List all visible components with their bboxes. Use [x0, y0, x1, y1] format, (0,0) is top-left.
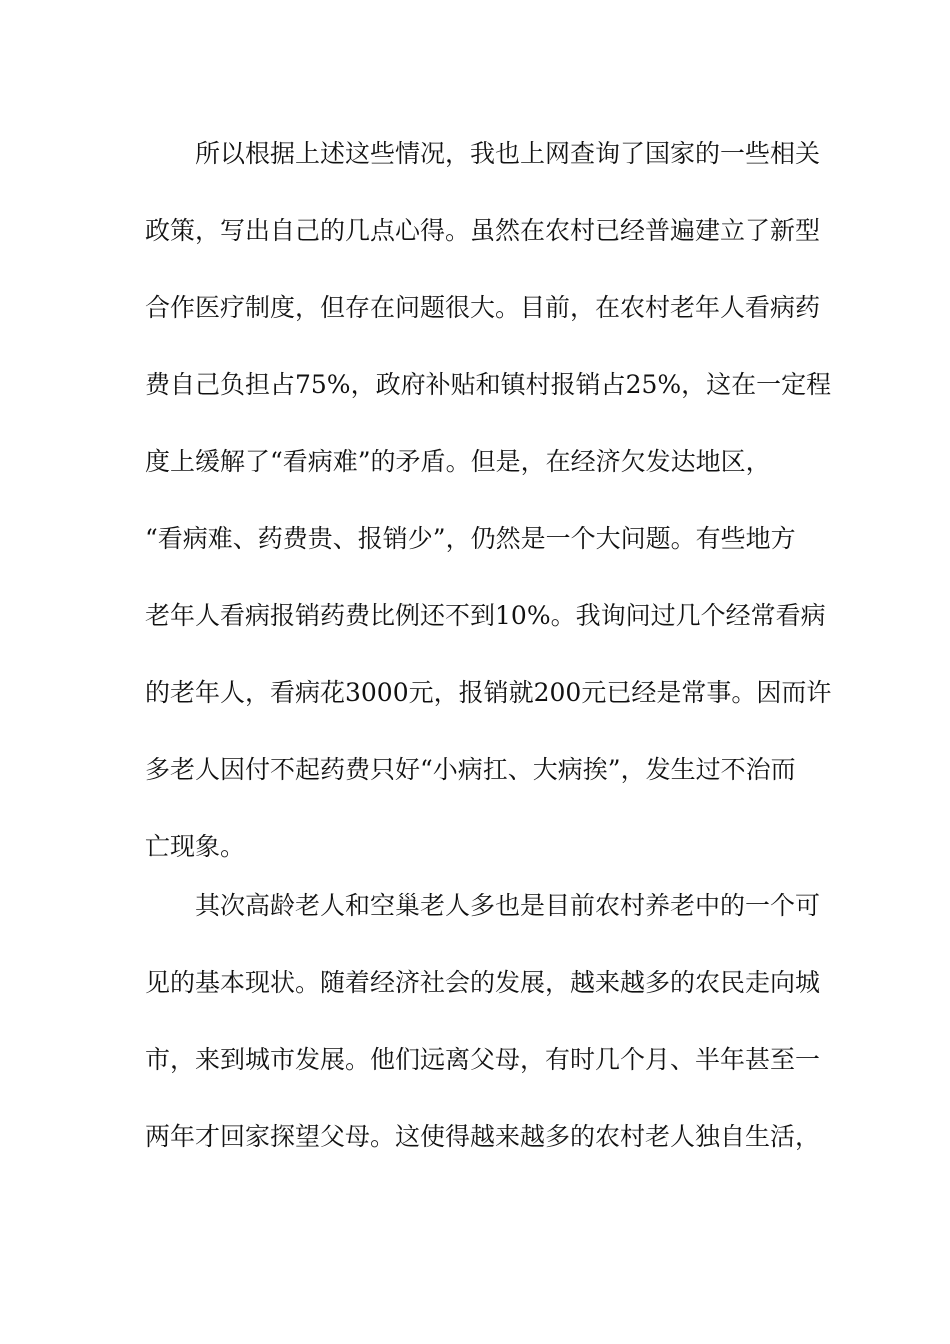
paragraph-line: 其次高龄老人和空巢老人多也是目前农村养老中的一个可 — [195, 891, 821, 920]
paragraph-line: 的老年人，看病花3000元，报销就200元已经是常事。因而许 — [145, 678, 832, 707]
paragraph-rural-medical-care — [145, 134, 832, 904]
paragraph-line: “看病难、药费贵、报销少”，仍然是一个大问题。有些地方 — [145, 524, 796, 553]
paragraph-line: 两年才回家探望父母。这使得越来越多的农村老人独自生活， — [145, 1122, 821, 1151]
paragraph-line: 度上缓解了“看病难”的矛盾。但是，在经济欠发达地区， — [145, 447, 771, 476]
paragraph-line: 合作医疗制度，但存在问题很大。目前，在农村老年人看病药 — [145, 293, 821, 322]
paragraph-line: 多老人因付不起药费只好“小病扛、大病挨”，发生过不治而 — [145, 755, 796, 784]
paragraph-line: 亡现象。 — [145, 832, 246, 861]
paragraph-line: 所以根据上述这些情况，我也上网查询了国家的一些相关 — [195, 139, 821, 168]
paragraph-line: 费自己负担占75%，政府补贴和镇村报销占25%，这在一定程 — [145, 370, 832, 399]
paragraph-line: 市，来到城市发展。他们远离父母，有时几个月、半年甚至一 — [145, 1045, 821, 1074]
paragraph-line: 政策，写出自己的几点心得。虽然在农村已经普遍建立了新型 — [145, 216, 821, 245]
paragraph-elderly-empty-nest — [145, 886, 821, 1194]
paragraph-line: 见的基本现状。随着经济社会的发展，越来越多的农民走向城 — [145, 968, 821, 997]
paragraph-line: 老年人看病报销药费比例还不到10%。我询问过几个经常看病 — [145, 601, 826, 630]
